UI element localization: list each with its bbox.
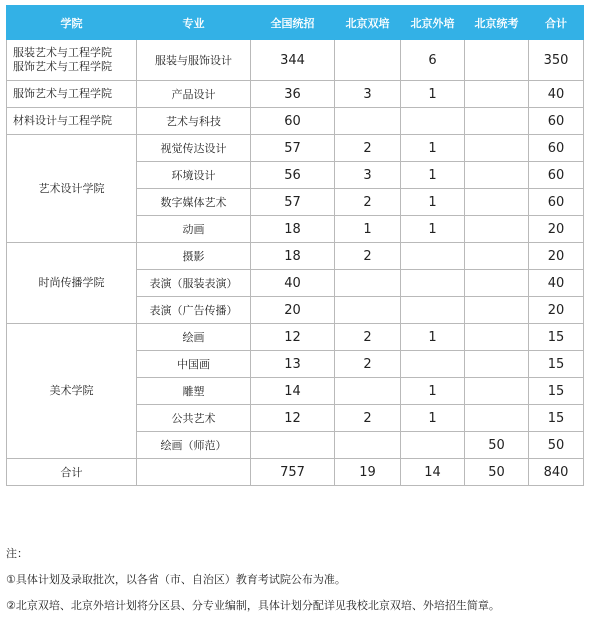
college-cell xyxy=(7,324,137,459)
college-name: 材料设计与工程学院 xyxy=(13,114,112,127)
major-cell: 雕塑 xyxy=(137,378,251,405)
major-cell: 表演（广告传播） xyxy=(137,297,251,324)
beijing-external-cell: 1 xyxy=(401,324,465,351)
national-count-cell: 36 xyxy=(251,81,335,108)
beijing-external-cell xyxy=(401,108,465,135)
national-count-cell: 56 xyxy=(251,162,335,189)
enrollment-plan-table xyxy=(6,5,584,486)
total-beijing-exam: 50 xyxy=(465,459,529,486)
table-row xyxy=(7,40,584,81)
national-count-cell: 40 xyxy=(251,270,335,297)
major-cell: 视觉传达设计 xyxy=(137,135,251,162)
major-cell: 产品设计 xyxy=(137,81,251,108)
total-cell: 20 xyxy=(529,216,584,243)
beijing-dual-cell: 2 xyxy=(335,189,401,216)
total-cell: 40 xyxy=(529,81,584,108)
beijing-exam-cell xyxy=(465,81,529,108)
national-count-cell: 12 xyxy=(251,324,335,351)
total-cell: 15 xyxy=(529,324,584,351)
total-cell: 20 xyxy=(529,243,584,270)
major-cell: 动画 xyxy=(137,216,251,243)
beijing-dual-cell: 2 xyxy=(335,324,401,351)
national-count-cell: 18 xyxy=(251,243,335,270)
beijing-external-cell xyxy=(401,432,465,459)
beijing-dual-cell: 3 xyxy=(335,162,401,189)
beijing-dual-cell: 2 xyxy=(335,135,401,162)
college-cell xyxy=(7,40,137,81)
beijing-exam-cell xyxy=(465,270,529,297)
major-cell: 服装与服饰设计 xyxy=(137,40,251,81)
beijing-external-cell xyxy=(401,243,465,270)
major-cell: 公共艺术 xyxy=(137,405,251,432)
table-row xyxy=(7,108,584,135)
total-cell: 40 xyxy=(529,270,584,297)
note-item-2: ②北京双培、北京外培计划将分区县、分专业编制，具体计划分配详见我校北京双培、外培招生简章。 xyxy=(6,599,500,612)
college-name: 服装艺术与工程学院 xyxy=(13,46,112,59)
beijing-external-cell: 1 xyxy=(401,189,465,216)
national-count-cell: 57 xyxy=(251,135,335,162)
beijing-dual-cell xyxy=(335,378,401,405)
total-label: 合计 xyxy=(7,459,137,486)
beijing-external-cell xyxy=(401,297,465,324)
beijing-external-cell: 1 xyxy=(401,81,465,108)
total-cell: 60 xyxy=(529,108,584,135)
beijing-exam-cell xyxy=(465,189,529,216)
beijing-exam-cell xyxy=(465,378,529,405)
total-cell: 60 xyxy=(529,189,584,216)
college-cell xyxy=(7,243,137,324)
national-count-cell: 18 xyxy=(251,216,335,243)
beijing-dual-cell: 2 xyxy=(335,243,401,270)
header-beijing-exam: 北京统考 xyxy=(465,6,529,40)
national-count-cell: 344 xyxy=(251,40,335,81)
notes-section xyxy=(6,545,500,623)
total-cell: 15 xyxy=(529,351,584,378)
college-cell xyxy=(7,135,137,243)
total-cell: 50 xyxy=(529,432,584,459)
total-cell: 20 xyxy=(529,297,584,324)
beijing-exam-cell xyxy=(465,216,529,243)
table-header-row xyxy=(7,6,584,40)
major-cell: 绘画 xyxy=(137,324,251,351)
beijing-exam-cell xyxy=(465,405,529,432)
total-cell: 15 xyxy=(529,405,584,432)
college-name: 服饰艺术与工程学院 xyxy=(13,87,112,100)
national-count-cell: 12 xyxy=(251,405,335,432)
college-name: 服饰艺术与工程学院 xyxy=(13,60,112,73)
beijing-exam-cell xyxy=(465,243,529,270)
beijing-external-cell xyxy=(401,270,465,297)
beijing-external-cell: 1 xyxy=(401,405,465,432)
note-item-1: ①具体计划及录取批次，以各省（市、自治区）教育考试院公布为准。 xyxy=(6,573,346,586)
beijing-exam-cell: 50 xyxy=(465,432,529,459)
total-row xyxy=(7,459,584,486)
beijing-dual-cell xyxy=(335,270,401,297)
major-cell: 数字媒体艺术 xyxy=(137,189,251,216)
table-body xyxy=(7,40,584,486)
beijing-external-cell: 1 xyxy=(401,216,465,243)
table-row xyxy=(7,243,584,270)
beijing-dual-cell: 2 xyxy=(335,405,401,432)
total-cell: 15 xyxy=(529,378,584,405)
beijing-exam-cell xyxy=(465,135,529,162)
beijing-exam-cell xyxy=(465,351,529,378)
college-name: 艺术设计学院 xyxy=(38,181,105,195)
major-cell: 环境设计 xyxy=(137,162,251,189)
header-total: 合计 xyxy=(529,6,584,40)
major-cell: 中国画 xyxy=(137,351,251,378)
beijing-dual-cell xyxy=(335,432,401,459)
header-college: 学院 xyxy=(7,6,137,40)
college-cell xyxy=(7,81,137,108)
beijing-dual-cell: 3 xyxy=(335,81,401,108)
beijing-dual-cell xyxy=(335,297,401,324)
total-cell: 350 xyxy=(529,40,584,81)
total-cell: 60 xyxy=(529,135,584,162)
header-beijing-dual: 北京双培 xyxy=(335,6,401,40)
beijing-exam-cell xyxy=(465,40,529,81)
national-count-cell: 20 xyxy=(251,297,335,324)
table-row xyxy=(7,81,584,108)
national-count-cell xyxy=(251,432,335,459)
college-cell xyxy=(7,108,137,135)
beijing-exam-cell xyxy=(465,108,529,135)
national-count-cell: 13 xyxy=(251,351,335,378)
beijing-dual-cell: 1 xyxy=(335,216,401,243)
beijing-external-cell: 1 xyxy=(401,162,465,189)
beijing-exam-cell xyxy=(465,162,529,189)
total-major-cell xyxy=(137,459,251,486)
beijing-dual-cell xyxy=(335,108,401,135)
grand-total: 840 xyxy=(529,459,584,486)
total-cell: 60 xyxy=(529,162,584,189)
notes-title: 注： xyxy=(6,547,28,560)
national-count-cell: 60 xyxy=(251,108,335,135)
national-count-cell: 57 xyxy=(251,189,335,216)
college-name: 美术学院 xyxy=(49,384,94,397)
beijing-external-cell: 1 xyxy=(401,378,465,405)
beijing-exam-cell xyxy=(465,324,529,351)
beijing-dual-cell: 2 xyxy=(335,351,401,378)
beijing-dual-cell xyxy=(335,40,401,81)
total-national: 757 xyxy=(251,459,335,486)
total-beijing-external: 14 xyxy=(401,459,465,486)
beijing-external-cell xyxy=(401,351,465,378)
major-cell: 表演（服装表演） xyxy=(137,270,251,297)
beijing-external-cell: 1 xyxy=(401,135,465,162)
beijing-external-cell: 6 xyxy=(401,40,465,81)
major-cell: 绘画（师范） xyxy=(137,432,251,459)
header-beijing-external: 北京外培 xyxy=(401,6,465,40)
national-count-cell: 14 xyxy=(251,378,335,405)
header-national: 全国统招 xyxy=(251,6,335,40)
major-cell: 艺术与科技 xyxy=(137,108,251,135)
college-name: 时尚传播学院 xyxy=(38,276,105,289)
table-row xyxy=(7,324,584,351)
beijing-exam-cell xyxy=(465,297,529,324)
header-major: 专业 xyxy=(137,6,251,40)
table-row xyxy=(7,135,584,162)
major-cell: 摄影 xyxy=(137,243,251,270)
total-beijing-dual: 19 xyxy=(335,459,401,486)
